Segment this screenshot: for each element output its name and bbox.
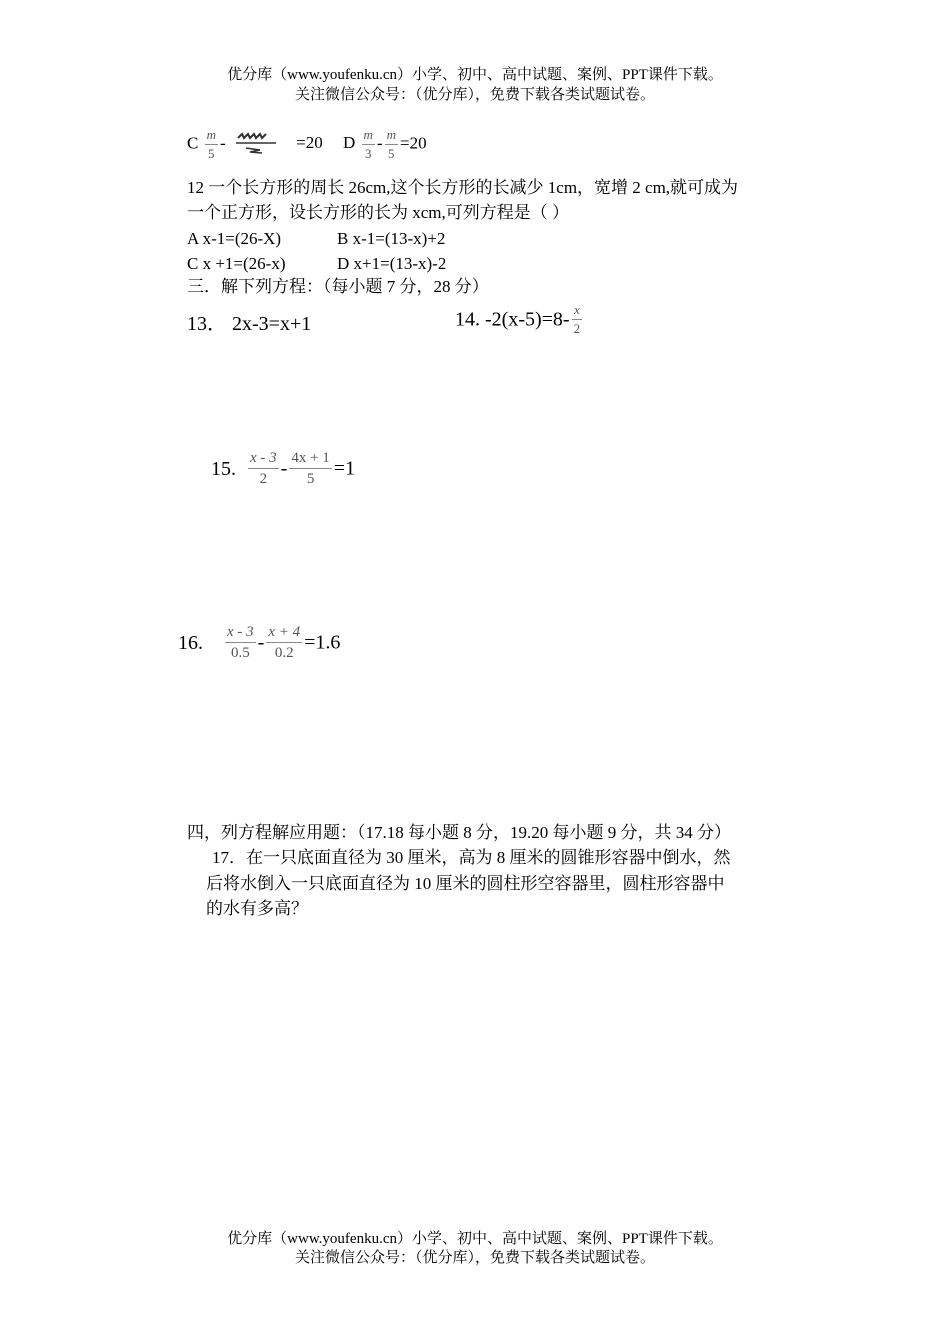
minus-sign: -: [257, 631, 265, 654]
fraction-numerator: 4x + 1: [291, 450, 330, 466]
fraction-numerator: x - 3: [227, 624, 254, 640]
fraction-bar: [205, 144, 218, 145]
fraction-denominator: 2: [259, 471, 268, 487]
q12-option-c: C x +1=(26-x): [187, 254, 286, 273]
page-header-line1: 优分库（www.youfenku.cn）小学、初中、高中试题、案例、PPT课件下载。: [227, 67, 723, 83]
fraction-numerator: m: [386, 127, 396, 142]
fraction-denominator: 0.5: [230, 645, 250, 661]
fraction-denominator: 3: [364, 146, 372, 161]
q12-option-a: A x-1=(26-X): [187, 229, 282, 248]
q11-c-rhs: =20: [296, 133, 323, 153]
fraction-numerator: x: [573, 302, 580, 317]
fraction-bar: [225, 642, 256, 643]
scribbled-fraction-icon: [230, 131, 282, 159]
q11-option-d-label: D: [343, 133, 356, 153]
minus-sign: -: [219, 133, 226, 153]
fraction-denominator: 5: [388, 146, 395, 161]
fraction-bar: [248, 468, 279, 469]
q15-rhs: =1: [333, 457, 356, 480]
fraction-numerator: m: [363, 127, 373, 142]
q15-equation: [211, 450, 355, 487]
fraction-denominator: 2: [573, 321, 581, 336]
fraction-bar: [362, 144, 375, 145]
fraction-numerator: x + 4: [268, 624, 301, 640]
q16-equation: [178, 624, 340, 661]
q16-fraction-2: [266, 624, 302, 661]
q16-label: 16.: [178, 631, 203, 654]
q14-equation: [455, 303, 584, 336]
q15-label: 15.: [211, 457, 236, 480]
q11-options: [187, 128, 427, 161]
q12-option-b: B x-1=(13-x)+2: [337, 229, 446, 248]
minus-sign: -: [376, 133, 383, 153]
page-footer-line2: 关注微信公众号：（优分库），免费下载各类试题试卷。: [294, 1250, 655, 1266]
minus-sign: -: [280, 457, 288, 480]
q16-fraction-1: [225, 624, 256, 661]
page-footer-line1: 优分库（www.youfenku.cn）小学、初中、高中试题、案例、PPT课件下载。: [227, 1231, 723, 1247]
page-header-line2: 关注微信公众号：（优分库），免费下载各类试题试卷。: [294, 87, 655, 103]
fraction-numerator: x - 3: [250, 450, 277, 466]
q13-equation: 13． 2x-3=x+1: [187, 313, 312, 335]
q15-fraction-2: [289, 450, 331, 487]
q17-line1: 17．在一只底面直径为 30 厘米，高为 8 厘米的圆锥形容器中倒水，然: [212, 848, 731, 867]
fraction-denominator: 5: [306, 471, 315, 487]
q11-d-fraction-2: [385, 128, 398, 161]
fraction-denominator: 0.2: [274, 645, 294, 661]
fraction-bar: [572, 319, 583, 320]
fraction-numerator: m: [206, 127, 216, 142]
q14-prefix: 14. -2(x-5)=8-: [455, 308, 570, 331]
q16-rhs: =1.6: [304, 631, 341, 654]
q12-line2: 一个正方形，设长方形的长为 xcm,可列方程是（ ）: [187, 203, 570, 222]
section-4-title: 四，列方程解应用题：（17.18 每小题 8 分，19.20 每小题 9 分，共 34 分）: [187, 823, 731, 842]
q17-line3: 的水有多高？: [206, 899, 308, 918]
fraction-bar: [266, 642, 302, 643]
q11-d-rhs: =20: [399, 133, 427, 153]
fraction-bar: [289, 468, 331, 469]
q12-option-d: D x+1=(13-x)-2: [337, 254, 447, 273]
q12-line1: 12 一个长方形的周长 26cm,这个长方形的长减少 1cm，宽增 2 cm,就可成为: [187, 178, 739, 197]
q11-c-fraction: [205, 128, 218, 161]
fraction-bar: [385, 144, 398, 145]
q15-fraction-1: [248, 450, 279, 487]
section-3-title: 三．解下列方程：（每小题 7 分，28 分）: [187, 277, 489, 296]
q11-d-fraction-1: [362, 128, 375, 161]
q11-option-c-label: C: [187, 133, 199, 153]
fraction-denominator: 5: [208, 146, 215, 161]
q14-fraction: [572, 303, 583, 336]
q17-line2: 后将水倒入一只底面直径为 10 厘米的圆柱形空容器里，圆柱形容器中: [206, 874, 725, 893]
